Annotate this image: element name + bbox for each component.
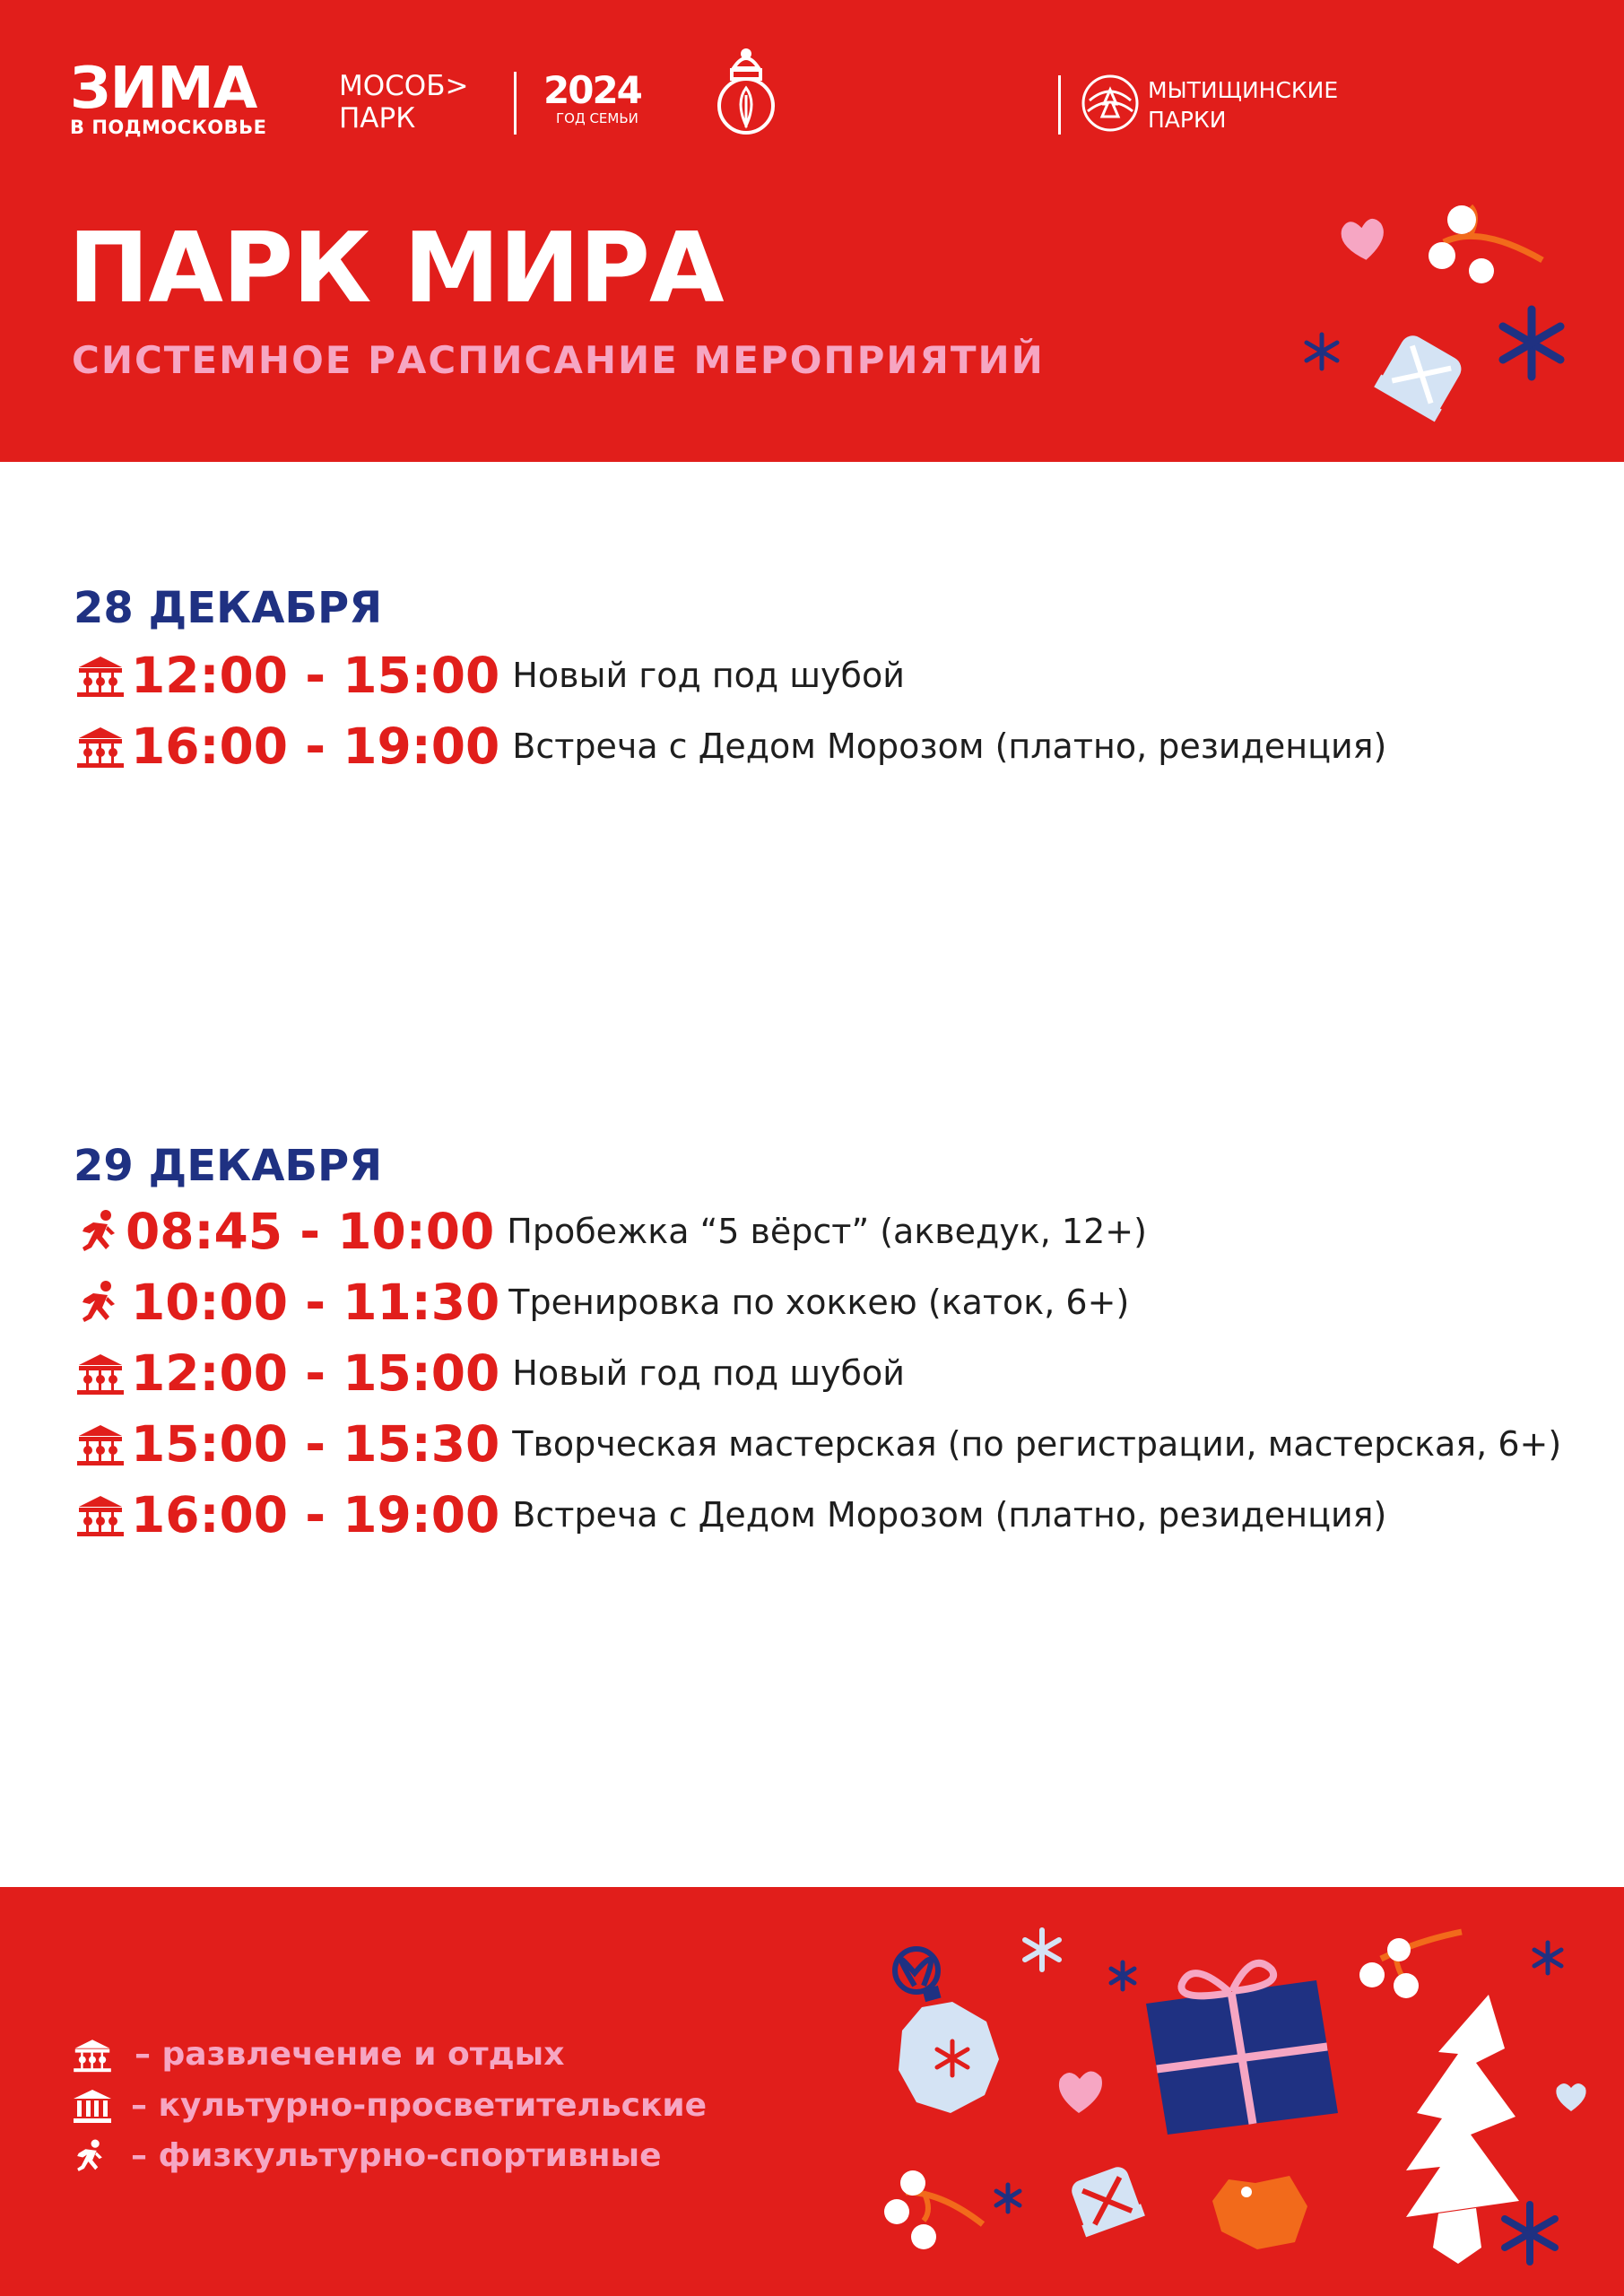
snowflake-icon [1503, 309, 1560, 377]
event-time: 10:00 - 11:30 [131, 1274, 500, 1331]
event-time: 08:45 - 10:00 [126, 1203, 495, 1260]
runner-icon [75, 1277, 131, 1327]
event-title: Новый год под шубой [512, 656, 905, 695]
legend-label: – физкультурно-спортивные [131, 2137, 662, 2174]
event-row [75, 1200, 1147, 1263]
gift-icon [1146, 1963, 1338, 2135]
event-row [75, 1342, 905, 1405]
snowflake-icon [1307, 335, 1337, 369]
heart-icon [1340, 217, 1387, 263]
mitten-icon [1067, 2163, 1145, 2237]
ornament-icon [895, 1949, 999, 2113]
event-time: 16:00 - 19:00 [131, 1486, 500, 1544]
day-title: 29 ДЕКАБРЯ [74, 1141, 383, 1191]
event-row [75, 644, 905, 707]
christmas-tree-icon [1406, 1995, 1519, 2264]
snowflake-icon [1505, 2205, 1555, 2262]
carousel-icon [75, 1490, 131, 1540]
event-title: Тренировка по хоккею (каток, 6+) [508, 1283, 1130, 1322]
legend-label: – культурно-просветительские [131, 2087, 708, 2124]
berries-icon [1359, 1932, 1462, 1998]
berries-icon [884, 2170, 983, 2249]
carousel-icon [75, 1419, 131, 1469]
event-title: Новый год под шубой [512, 1353, 905, 1393]
carousel-icon [75, 1348, 131, 1398]
carousel-icon [75, 721, 131, 771]
tangerine-icon [1212, 2176, 1307, 2249]
logo-mytishchi-parks: МЫТИЩИНСКИЕ ПАРКИ [1148, 77, 1339, 133]
logo-year-of-family: 2024 ГОД СЕМЬИ [543, 68, 641, 126]
logo-mosobl-park: МОСОБ> ПАРК [339, 70, 469, 135]
snowflake-icon [1025, 1930, 1059, 1970]
day-title: 28 ДЕКАБРЯ [74, 583, 383, 633]
header-decorations [0, 0, 1624, 462]
event-title: Встреча с Дедом Морозом (платно, резиденция) [512, 726, 1387, 766]
event-row [75, 1271, 1129, 1334]
carousel-icon [75, 650, 131, 700]
event-time: 12:00 - 15:00 [131, 647, 500, 704]
snowflake-icon [996, 2185, 1020, 2212]
snowflake-icon [1111, 1962, 1134, 1989]
event-time: 15:00 - 15:30 [131, 1415, 500, 1473]
event-row [75, 715, 1386, 778]
event-title: Пробежка “5 вёрст” (акведук, 12+) [507, 1212, 1147, 1251]
page-subtitle: СИСТЕМНОЕ РАСПИСАНИЕ МЕРОПРИЯТИЙ [72, 338, 1045, 382]
page-title: ПАРК МИРА [68, 213, 724, 325]
event-time: 12:00 - 15:00 [131, 1344, 500, 1402]
mitten-icon [1374, 330, 1467, 422]
heart-icon [1556, 2083, 1585, 2111]
event-title: Творческая мастерская (по регистрации, мастерская, 6+) [512, 1424, 1562, 1464]
snowflake-icon [1534, 1943, 1561, 1973]
event-row [75, 1413, 1561, 1475]
logo-zima: ЗИМА В ПОДМОСКОВЬЕ [70, 56, 267, 138]
footer-decorations [0, 1887, 1624, 2296]
event-row [75, 1483, 1386, 1546]
legend-label: – развлечение и отдых [135, 2036, 565, 2073]
heart-icon [1059, 2071, 1102, 2113]
event-time: 16:00 - 19:00 [131, 718, 500, 775]
runner-icon [75, 1206, 126, 1257]
berries-icon [1429, 205, 1542, 283]
event-title: Встреча с Дедом Морозом (платно, резиденция) [512, 1495, 1387, 1535]
